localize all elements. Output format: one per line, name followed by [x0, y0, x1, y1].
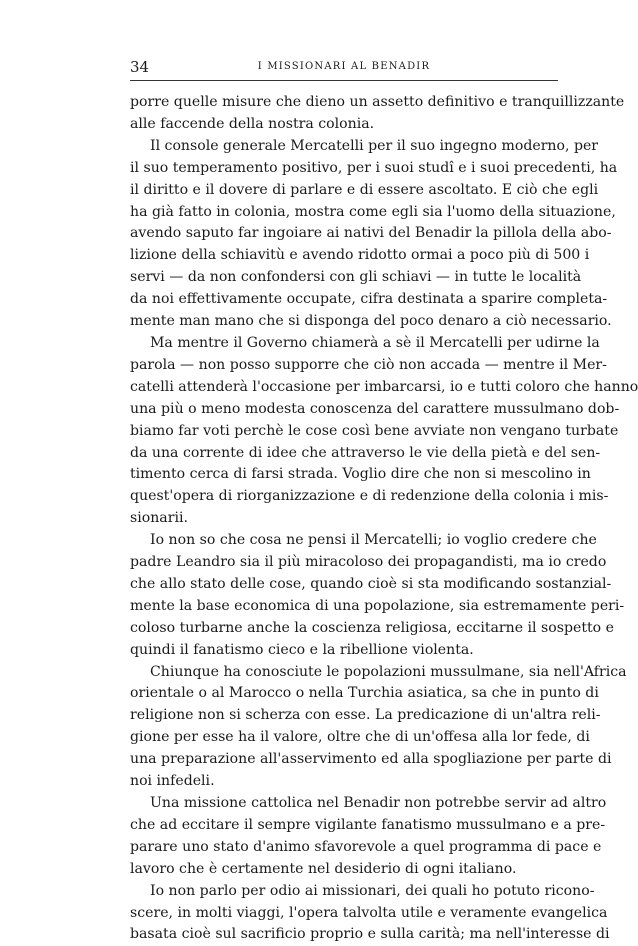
text-line: biamo far voti perchè le cose così bene avviate non vengano turbate: [130, 422, 619, 439]
text-line: catelli attenderà l'occasione per imbarcarsi, io e tutti coloro che hanno: [130, 378, 638, 395]
text-line: parola — non posso supporre che ciò non accada — mentre il Mer-: [130, 356, 607, 373]
text-line: basata cioè sul sacrificio proprio e sulla carità; ma nell'interesse di: [130, 926, 610, 943]
text-line: Chiunque ha conosciute le popolazioni mussulmane, sia nell'Africa: [150, 663, 627, 680]
text-line: quest'opera di riorganizzazione e di redenzione della colonia i mis-: [130, 488, 609, 505]
text-line: da noi effettivamente occupate, cifra destinata a sparire completa-: [130, 291, 608, 308]
text-line: lavoro che è certamente nel desiderio di ogni italiano.: [130, 860, 517, 877]
text-line: quindi il fanatismo cieco e la ribellione violenta.: [130, 641, 474, 658]
text-line: Il console generale Mercatelli per il suo ingegno moderno, per: [150, 137, 599, 154]
text-line: il suo temperamento positivo, per i suoi studî e i suoi precedenti, ha: [130, 159, 618, 176]
text-line: scere, in molti viaggi, l'opera talvolta utile e veramente evangelica: [130, 904, 608, 921]
text-line: Una missione cattolica nel Benadir non potrebbe servir ad altro: [150, 795, 607, 811]
text-line: avendo saputo far ingoiare ai nativi del Benadir la pillola della abo-: [130, 225, 612, 242]
text-line: mente man mano che si disponga del poco denaro a ciò necessario.: [130, 313, 612, 330]
text-line: che ad eccitare il sempre vigilante fanatismo mussulmano e a pre-: [130, 816, 606, 833]
text-line: padre Leandro sia il più miracoloso dei propagandisti, ma io credo: [130, 554, 607, 571]
paragraph: [130, 333, 638, 530]
paragraph: [130, 136, 618, 333]
text-line: alle faccende della nostra colonia.: [130, 115, 375, 132]
running-head: I MISSIONARI AL BENADIR: [257, 61, 431, 72]
page-number: 34: [130, 58, 150, 76]
text-line: orientale o al Marocco o nella Turchia asiatica, sa che in punto di: [130, 685, 599, 702]
text-line: religione non si scherza con esse. La predicazione di un'altra reli-: [130, 707, 601, 724]
body-text: [130, 92, 638, 946]
text-line: Io non parlo per odio ai missionari, dei quali ho potuto ricono-: [150, 882, 595, 899]
paragraph: [130, 793, 607, 881]
text-line: una preparazione all'asservimento ed alla spogliazione per parte di: [130, 751, 612, 768]
text-line: una più o meno modesta conoscenza del carattere mussulmano dob-: [130, 400, 620, 417]
text-line: timento cerca di farsi strada. Voglio dire che non si mescolino in: [130, 466, 591, 483]
text-line: parare uno stato d'animo sfavorevole a quel programma di pace e: [130, 838, 602, 855]
text-line: Io non so che cosa ne pensi il Mercatelli; io voglio credere che: [150, 532, 597, 549]
text-line: gione per esse ha il valore, oltre che di un'offesa alla lor fede, di: [130, 729, 590, 746]
text-line: ha già fatto in colonia, mostra come egli sia l'uomo della situazione,: [130, 203, 616, 220]
text-line: sionarii.: [130, 510, 188, 527]
text-line: servi — da non confondersi con gli schiavi — in tutte le località: [130, 269, 582, 286]
paragraph: [130, 530, 625, 661]
text-line: coloso turbarne anche la coscienza religiosa, eccitarne il sospetto e: [130, 619, 614, 636]
text-line: che allo stato delle cose, quando cioè si sta modificando sostanzial-: [130, 575, 612, 592]
text-line: il diritto e il dovere di parlare e di essere ascoltato. E ciò che egli: [130, 181, 599, 198]
text-line: noi infedeli.: [130, 773, 215, 790]
header-rule: [130, 80, 558, 81]
text-line: lizione della schiavitù e avendo ridotto ormai a poco più di 500 i: [130, 247, 590, 264]
text-line: mente la base economica di una popolazione, sia estremamente peri-: [130, 597, 625, 614]
text-line: porre quelle misure che dieno un assetto definitivo e tranquillizzante: [130, 94, 625, 110]
paragraph: [130, 662, 627, 793]
text-line: Ma mentre il Governo chiamerà a sè il Mercatelli per udirne la: [150, 334, 600, 351]
paragraph: [130, 881, 610, 946]
text-line: da una corrente di idee che attraverso le vie della pietà e del sen-: [130, 444, 601, 461]
paragraph: [130, 92, 625, 136]
page-header: [130, 58, 558, 76]
